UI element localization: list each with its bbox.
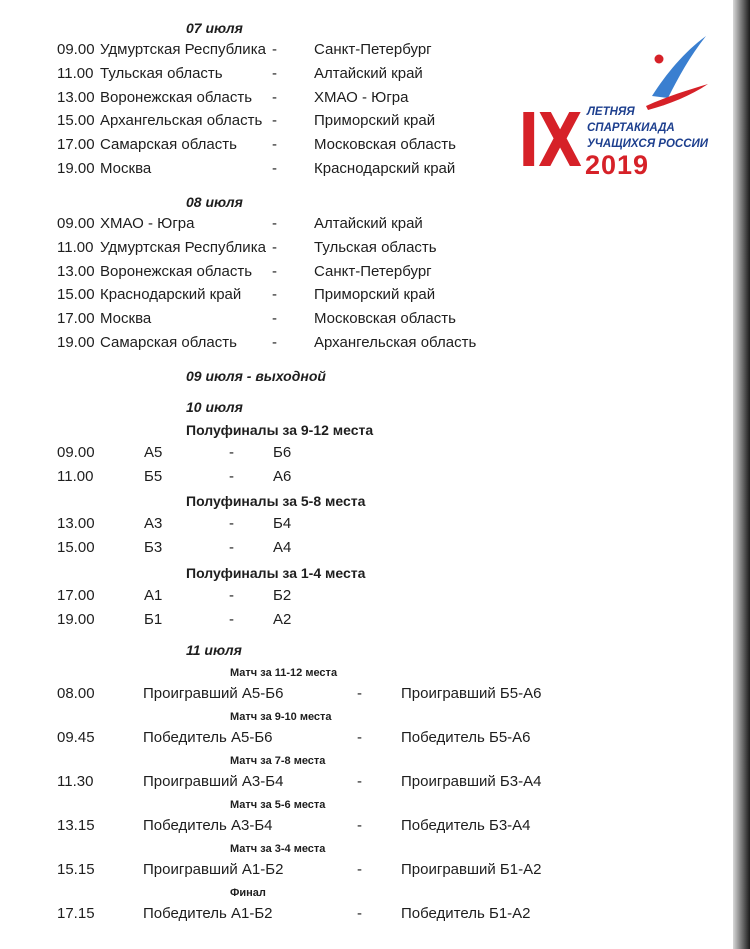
match-time: 15.15 bbox=[57, 861, 95, 878]
match-team-home: Удмуртская Республика bbox=[100, 41, 266, 58]
placement-match-title: Финал bbox=[230, 887, 266, 899]
match-team-away: Московская область bbox=[314, 310, 456, 328]
placement-match-title: Матч за 3-4 места bbox=[230, 843, 326, 855]
match-separator: - bbox=[272, 310, 277, 328]
match-team-home: А1 bbox=[144, 587, 163, 604]
match-separator: - bbox=[357, 861, 362, 878]
match-separator: - bbox=[357, 685, 362, 702]
logo-line-2: СПАРТАКИАДА bbox=[587, 122, 675, 134]
match-time: 19.00 bbox=[57, 334, 95, 351]
match-team-home: Б1 bbox=[144, 611, 163, 628]
semifinal-group-title: Полуфиналы за 1-4 места bbox=[186, 565, 366, 581]
day-heading-07: 07 июля bbox=[186, 20, 243, 36]
match-team-away: ХМАО - Югра bbox=[314, 88, 409, 106]
match-team-away: Б6 bbox=[273, 444, 292, 461]
match-time: 17.00 bbox=[57, 136, 95, 154]
match-time: 09.00 bbox=[57, 215, 95, 232]
match-team-home: Воронежская область bbox=[100, 262, 253, 280]
logo-year: 2019 bbox=[585, 150, 650, 180]
match-time: 11.30 bbox=[57, 773, 94, 790]
match-team-home: Проигравший А3-Б4 bbox=[143, 773, 284, 790]
day-heading-08: 08 июля bbox=[186, 194, 243, 210]
match-team-home: Б5 bbox=[144, 468, 163, 485]
match-team-away: Алтайский край bbox=[314, 64, 423, 82]
match-separator: - bbox=[272, 88, 277, 106]
match-separator: - bbox=[357, 905, 362, 922]
match-team-home: Москва bbox=[100, 160, 152, 177]
match-separator: - bbox=[229, 468, 234, 485]
match-team-away: А4 bbox=[273, 539, 292, 556]
match-team-home: Воронежская область bbox=[100, 88, 253, 106]
match-team-home: Самарская область bbox=[100, 136, 237, 154]
match-separator: - bbox=[272, 215, 277, 232]
match-team-away: Алтайский край bbox=[314, 215, 423, 232]
match-team-home: Архангельская область bbox=[100, 112, 263, 130]
match-team-away: Победитель Б3-А4 bbox=[401, 817, 531, 834]
match-time: 15.00 bbox=[57, 112, 95, 130]
match-time: 09.45 bbox=[57, 729, 95, 746]
match-team-away: Проигравший Б1-А2 bbox=[401, 861, 542, 878]
match-separator: - bbox=[272, 238, 277, 256]
match-separator: - bbox=[229, 587, 234, 604]
match-separator: - bbox=[357, 729, 362, 746]
match-team-away: Краснодарский край bbox=[314, 160, 456, 177]
match-team-away: Победитель Б1-А2 bbox=[401, 905, 531, 922]
match-time: 17.00 bbox=[57, 310, 95, 328]
logo-line-3: УЧАЩИХСЯ РОССИИ bbox=[587, 138, 709, 150]
match-team-away: Тульская область bbox=[314, 238, 437, 256]
match-team-home: Самарская область bbox=[100, 334, 237, 351]
match-team-home: Б3 bbox=[144, 539, 163, 556]
match-time: 13.00 bbox=[57, 515, 95, 532]
match-team-away: Архангельская область bbox=[314, 334, 477, 351]
day-heading-09-rest: 09 июля - выходной bbox=[186, 368, 326, 384]
match-team-home: Проигравший А5-Б6 bbox=[143, 685, 284, 702]
match-team-home: А3 bbox=[144, 515, 163, 532]
match-team-away: Санкт-Петербург bbox=[314, 41, 432, 58]
match-team-away: Санкт-Петербург bbox=[314, 262, 432, 280]
match-time: 19.00 bbox=[57, 160, 95, 177]
match-time: 09.00 bbox=[57, 444, 95, 461]
match-team-home: Победитель А5-Б6 bbox=[143, 729, 273, 746]
match-team-away: Приморский край bbox=[314, 286, 436, 304]
match-separator: - bbox=[272, 112, 277, 130]
match-team-away: Московская область bbox=[314, 136, 456, 154]
match-team-away: Б4 bbox=[273, 515, 292, 532]
placement-match-title: Матч за 7-8 места bbox=[230, 755, 326, 767]
match-team-home: Тульская область bbox=[100, 64, 223, 82]
match-time: 15.00 bbox=[57, 539, 95, 556]
match-time: 15.00 bbox=[57, 286, 95, 304]
match-separator: - bbox=[272, 41, 277, 58]
logo-numeral: IX bbox=[518, 98, 581, 184]
match-separator: - bbox=[229, 539, 234, 556]
match-separator: - bbox=[357, 773, 362, 790]
match-time: 11.00 bbox=[57, 64, 94, 82]
match-time: 13.15 bbox=[57, 817, 95, 834]
match-team-home: Проигравший А1-Б2 bbox=[143, 861, 284, 878]
semifinal-group-title: Полуфиналы за 5-8 места bbox=[186, 493, 366, 509]
match-time: 11.00 bbox=[57, 238, 94, 256]
match-separator: - bbox=[272, 286, 277, 304]
match-team-home: Краснодарский край bbox=[100, 286, 242, 304]
match-team-home: Победитель А1-Б2 bbox=[143, 905, 273, 922]
match-separator: - bbox=[272, 160, 277, 177]
match-separator: - bbox=[229, 444, 234, 461]
page-edge-shadow bbox=[733, 0, 750, 949]
match-team-away: А6 bbox=[273, 468, 292, 485]
match-time: 08.00 bbox=[57, 685, 95, 702]
match-team-away: Б2 bbox=[273, 587, 292, 604]
match-team-away: Проигравший Б5-А6 bbox=[401, 685, 542, 702]
placement-match-title: Матч за 11-12 места bbox=[230, 667, 338, 679]
day-heading-10: 10 июля bbox=[186, 399, 243, 415]
match-team-away: Победитель Б5-А6 bbox=[401, 729, 531, 746]
match-time: 19.00 bbox=[57, 611, 95, 628]
semifinal-group-title: Полуфиналы за 9-12 места bbox=[186, 422, 374, 438]
match-separator: - bbox=[272, 262, 277, 280]
match-team-home: А5 bbox=[144, 444, 163, 461]
match-time: 17.00 bbox=[57, 587, 95, 604]
placement-match-title: Матч за 9-10 места bbox=[230, 711, 332, 723]
match-team-away: А2 bbox=[273, 611, 292, 628]
match-team-away: Проигравший Б3-А4 bbox=[401, 773, 542, 790]
match-time: 11.00 bbox=[57, 468, 94, 485]
match-separator: - bbox=[272, 334, 277, 351]
match-time: 17.15 bbox=[57, 905, 95, 922]
match-time: 13.00 bbox=[57, 88, 95, 106]
match-time: 13.00 bbox=[57, 262, 95, 280]
match-team-home: Москва bbox=[100, 310, 152, 328]
day-heading-11: 11 июля bbox=[186, 642, 242, 658]
match-team-home: Победитель А3-Б4 bbox=[143, 817, 273, 834]
match-team-home: ХМАО - Югра bbox=[100, 215, 195, 232]
match-time: 09.00 bbox=[57, 41, 95, 58]
match-team-away: Приморский край bbox=[314, 112, 436, 130]
match-separator: - bbox=[272, 64, 277, 82]
match-separator: - bbox=[229, 611, 234, 628]
spartakiada-logo bbox=[518, 34, 718, 184]
placement-match-title: Матч за 5-6 места bbox=[230, 799, 326, 811]
match-team-home: Удмуртская Республика bbox=[100, 238, 266, 256]
match-separator: - bbox=[357, 817, 362, 834]
match-separator: - bbox=[229, 515, 234, 532]
match-separator: - bbox=[272, 136, 277, 154]
logo-line-1: ЛЕТНЯЯ bbox=[587, 106, 635, 118]
